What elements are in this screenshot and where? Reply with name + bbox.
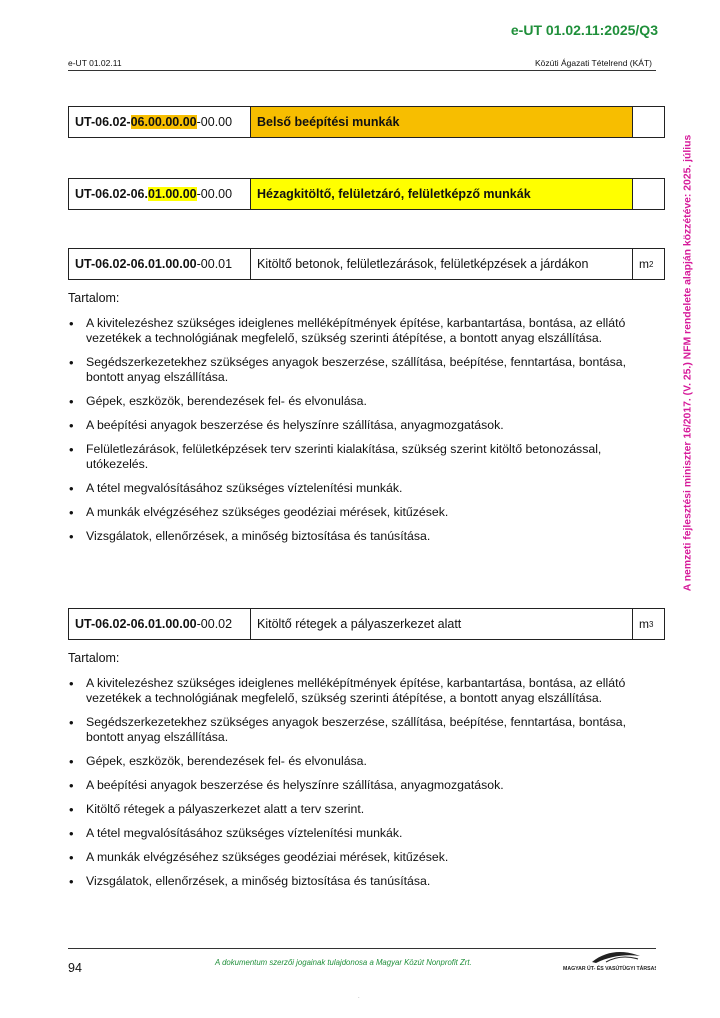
code-part: -00.00: [196, 115, 233, 129]
unit-exponent: 3: [649, 619, 654, 629]
section-label: Tartalom:: [68, 651, 120, 665]
header-right: Közúti Ágazati Tételrend (KÁT): [534, 58, 652, 68]
item-title: Belső beépítési munkák: [251, 107, 632, 137]
list-item: • Gépek, eszközök, berendezések fel- és elvonulása.: [68, 394, 633, 409]
code-part-highlight: 06.00.00.00: [130, 115, 197, 129]
item-row-hezagkitolto: [68, 178, 665, 210]
code-part: UT-06.02-06.01.00.00: [75, 257, 197, 271]
footer-dot: .: [358, 994, 360, 1000]
unit-base: m: [639, 617, 649, 631]
code-part-highlight: 01.00.00: [147, 187, 197, 201]
code-part: -00.02: [196, 617, 233, 631]
header-left: e-UT 01.02.11: [68, 58, 122, 68]
item-title: Kitöltő betonok, felületlezárások, felületképzések a járdákon: [257, 257, 589, 271]
item-title: Hézagkitöltő, felületzáró, felületképző munkák: [251, 179, 632, 209]
item-unit: [632, 609, 664, 639]
list-item: • A kivitelezéshez szükséges ideiglenes melléképítmények építése, karbantartása, bontása, az ellátó vezetékek a technológiának megfelelő, szükség szerinti átépítése, a bontott anyag elszállítása.: [68, 676, 633, 706]
code-part: -00.01: [196, 257, 233, 271]
code-part: UT-06.02-: [75, 115, 131, 129]
list-item: • A munkák elvégzéséhez szükséges geodéziai mérések, kitűzések.: [68, 850, 633, 865]
section-label: Tartalom:: [68, 291, 120, 305]
item-code: [69, 107, 251, 137]
header-divider: [68, 70, 656, 71]
item-row-00-01: [68, 248, 665, 280]
document-code: e-UT 01.02.11:2025/Q3: [510, 22, 658, 38]
code-part: UT-06.02-06.01.00.00: [75, 617, 197, 631]
item-row-belso: [68, 106, 665, 138]
copyright-note: A dokumentum szerzői jogainak tulajdonosa a Magyar Közút Nonprofit Zrt.: [215, 958, 472, 967]
side-note-text: A nemzeti fejlesztési miniszter 16/2017. (V. 25.) NFM rendelete alapján közzétéve: 2025. július: [682, 134, 694, 592]
item-code: [69, 179, 251, 209]
item-code: [69, 249, 251, 279]
unit-exponent: 2: [649, 259, 654, 269]
list-item: • Segédszerkezetekhez szükséges anyagok beszerzése, szállítása, beépítése, fenntartása, bontása, bontott anyag elszállítása.: [68, 355, 633, 385]
organization-logo: [562, 950, 656, 972]
list-item: • Gépek, eszközök, berendezések fel- és elvonulása.: [68, 754, 633, 769]
list-item: • Vizsgálatok, ellenőrzések, a minőség biztosítása és tanúsítása.: [68, 874, 633, 889]
list-item: • Felületlezárások, felületképzések terv szerinti kialakítása, szükség szerint kitöltő betonozással, utókezelés.: [68, 442, 633, 472]
item-code: [69, 609, 251, 639]
logo-swoosh-icon: [562, 950, 656, 972]
page-number: 94: [68, 961, 82, 975]
item-title: Kitöltő rétegek a pályaszerkezet alatt: [257, 617, 462, 631]
list-item: • Vizsgálatok, ellenőrzések, a minőség biztosítása és tanúsítása.: [68, 529, 633, 544]
item-unit: [632, 249, 664, 279]
list-item: • A tétel megvalósításához szükséges víztelenítési munkák.: [68, 481, 633, 496]
item-unit: [632, 179, 664, 209]
item-unit: [632, 107, 664, 137]
code-part: -00.00: [196, 187, 233, 201]
footer-divider: [68, 948, 656, 949]
item-row-00-02: [68, 608, 665, 640]
list-item: • A kivitelezéshez szükséges ideiglenes melléképítmények építése, karbantartása, bontása, az ellátó vezetékek a technológiának megfelelő, szükség szerinti átépítése, a bontott anyag elszállítása.: [68, 316, 633, 346]
side-publication-note: [681, 94, 695, 632]
list-item: • A beépítési anyagok beszerzése és helyszínre szállítása, anyagmozgatások.: [68, 418, 633, 433]
code-part: UT-06.02-06.: [75, 187, 148, 201]
content-list: [68, 316, 633, 553]
list-item: • A tétel megvalósításához szükséges víztelenítési munkák.: [68, 826, 633, 841]
list-item: • Kitöltő rétegek a pályaszerkezet alatt a terv szerint.: [68, 802, 633, 817]
list-item: • Segédszerkezetekhez szükséges anyagok beszerzése, szállítása, beépítése, fenntartása, bontása, bontott anyag elszállítása.: [68, 715, 633, 745]
content-list: [68, 676, 633, 898]
list-item: • A munkák elvégzéséhez szükséges geodéziai mérések, kitűzések.: [68, 505, 633, 520]
svg-text:MAGYAR ÚT- ÉS VASÚTÜGYI TÁRSAS: MAGYAR ÚT- ÉS VASÚTÜGYI TÁRSASÁG: [563, 966, 656, 972]
unit-base: m: [639, 257, 649, 271]
list-item: • A beépítési anyagok beszerzése és helyszínre szállítása, anyagmozgatások.: [68, 778, 633, 793]
